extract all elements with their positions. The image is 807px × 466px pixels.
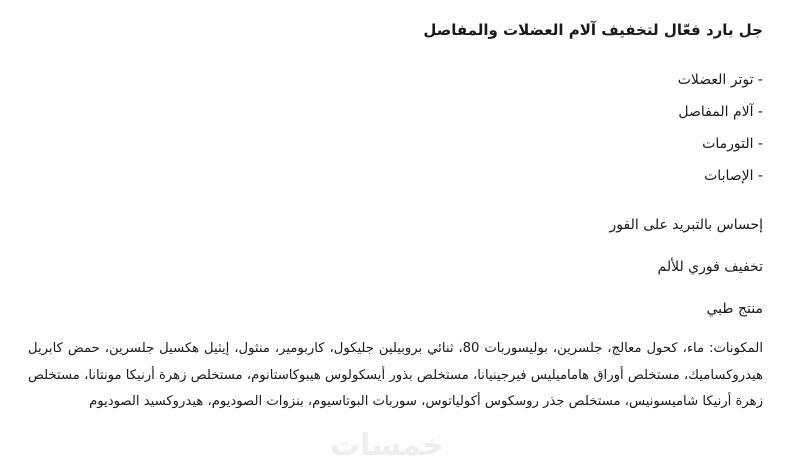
pain-relief-line: تخفيف فوري للألم <box>657 259 763 275</box>
medical-product-line: منتج طبي <box>706 301 763 317</box>
ingredients-paragraph: المكونات: ماء، كحول معالج، جلسرين، بوليسوربات 80، ثنائي بروبيلين جليكول، كاربومير، منثول، إيثيل هكسيل جلسرين، حمض كابريل هيدروكساميك، مستخلص أوراق هاماميليس فيرجينيانا، مستخلص بذور أيسكولوس هيبوكاستانوم، مستخلص زهرة أرنيكا مونتانا، مستخلص زهرة أرنيكا شاميسونيس، مستخلص جذر روسكوس أكولياتوس، سوربات البوتاسيوم، بنزوات الصوديوم، هيدروكسيد الصوديوم <box>28 341 763 409</box>
document-body <box>28 16 763 416</box>
list-item: - التورمات <box>702 136 763 152</box>
list-item: - الإصابات <box>704 168 763 184</box>
watermark-logo: خمسات <box>330 428 444 463</box>
list-item: - آلام المفاصل <box>678 104 763 120</box>
symptom-list <box>28 64 763 192</box>
cooling-sensation-line: إحساس بالتبريد على الفور <box>609 217 763 233</box>
list-item: - توتر العضلات <box>677 72 763 88</box>
product-title: جل بارد فعّال لتخفيف آلام العضلات والمفاصل <box>423 21 763 39</box>
